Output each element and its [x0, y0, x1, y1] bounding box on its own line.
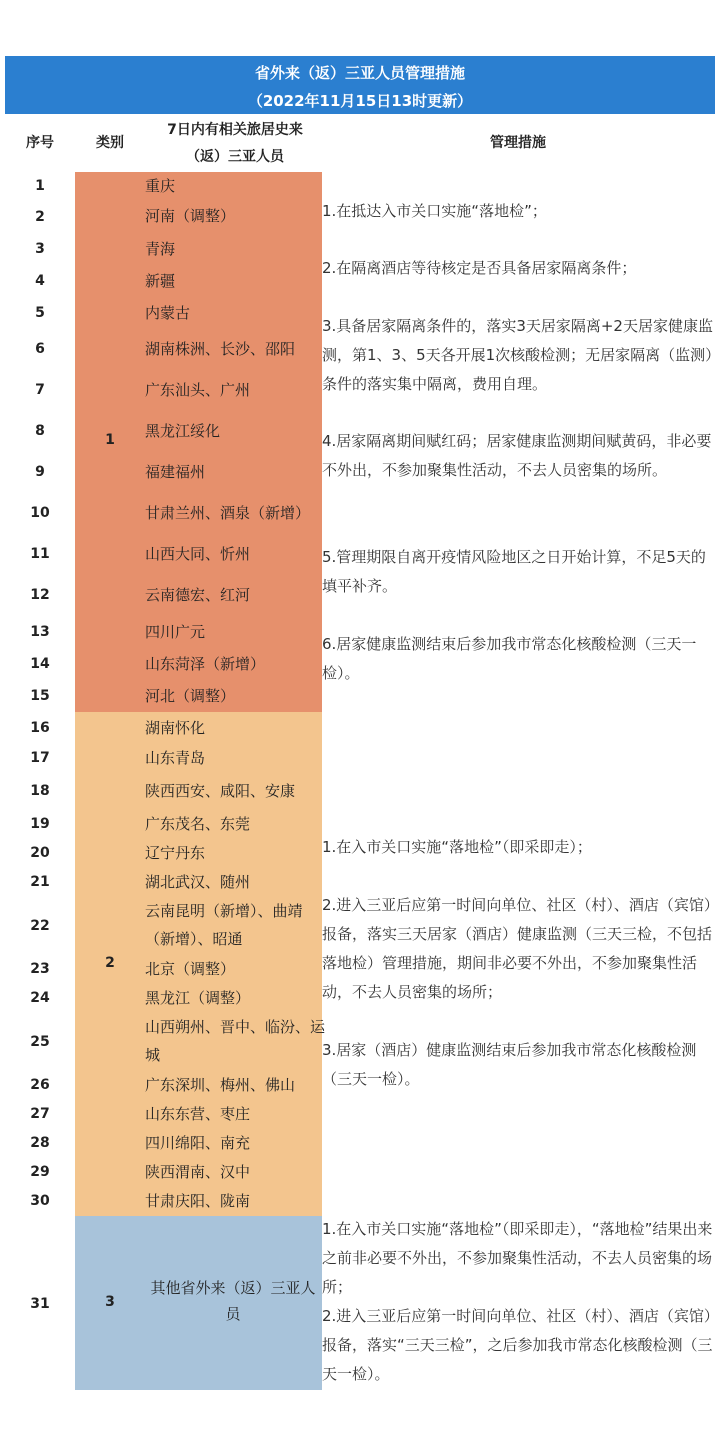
row-region: 山西大同、忻州	[145, 545, 251, 563]
row-region: 甘肃兰州、酒泉（新增）	[145, 504, 311, 522]
row-region: 云南德宏、红河	[145, 586, 251, 604]
row-region: 山西朔州、晋中、临汾、运城	[145, 1018, 326, 1064]
row-seq: 17	[30, 750, 50, 766]
measure-text: 1.在入市关口实施“落地检”（即采即走），“落地检”结果出来之前非必要不外出，不参加聚集性活动，不去人员密集的场所；	[322, 1220, 713, 1296]
title-banner	[5, 56, 715, 114]
row-seq: 2	[35, 209, 45, 225]
row-seq: 27	[30, 1106, 50, 1122]
header-seq: 序号	[26, 135, 54, 151]
row-seq: 15	[30, 688, 50, 704]
measure-text: 2.进入三亚后应第一时间向单位、社区（村）、酒店（宾馆）报备，落实三天居家（酒店）健康监测（三天三检，不包括落地检）管理措施，期间非必要不外出，不参加聚集性活动，不去人员密集的场所；	[322, 896, 713, 1001]
row-seq: 31	[30, 1296, 50, 1312]
category-id: 3	[105, 1294, 115, 1310]
row-region: 青海	[145, 240, 176, 258]
row-seq: 28	[30, 1135, 50, 1151]
row-seq: 26	[30, 1077, 50, 1093]
row-seq: 6	[35, 341, 45, 357]
measure-text: 2.进入三亚后应第一时间向单位、社区（村）、酒店（宾馆）报备，落实“三天三检”，之后参加我市常态化核酸检测（三天一检）。	[322, 1307, 713, 1383]
row-seq: 1	[35, 178, 45, 194]
row-region: 四川绵阳、南充	[145, 1134, 251, 1152]
measure-text: 3.具备居家隔离条件的，落实3天居家隔离+2天居家健康监测，第1、3、5天各开展1次核酸检测；无居家隔离（监测）条件的落实集中隔离，费用自理。	[322, 317, 713, 393]
row-seq: 14	[30, 656, 50, 672]
measure-text: 5.管理期限自离开疫情风险地区之日开始计算，不足5天的填平补齐。	[322, 548, 706, 595]
row-seq: 9	[35, 464, 45, 480]
row-seq: 12	[30, 587, 50, 603]
row-region: 广东深圳、梅州、佛山	[145, 1076, 296, 1094]
row-region: 陕西西安、咸阳、安康	[145, 782, 296, 800]
measure-text: 1.在入市关口实施“落地检”（即采即走）；	[322, 838, 592, 856]
row-region: 湖南株洲、长沙、邵阳	[145, 340, 296, 358]
row-seq: 24	[30, 990, 50, 1006]
category-id: 1	[105, 432, 115, 448]
row-region: 湖南怀化	[145, 719, 206, 737]
row-seq: 22	[30, 918, 50, 934]
row-seq: 25	[30, 1034, 50, 1050]
row-region: 北京（调整）	[145, 960, 236, 978]
header-region-line1: 7日内有相关旅居史来	[167, 122, 303, 138]
row-region: 其他省外来（返）三亚人员	[150, 1279, 316, 1323]
row-seq: 16	[30, 720, 50, 736]
row-region: 辽宁丹东	[145, 844, 206, 862]
row-region: 河北（调整）	[145, 687, 236, 705]
row-seq: 10	[30, 505, 50, 521]
measure-text: 4.居家隔离期间赋红码；居家健康监测期间赋黄码，非必要不外出，不参加聚集性活动，不去人员密集的场所。	[322, 432, 712, 479]
row-region: 广东茂名、东莞	[145, 815, 251, 833]
measure-text: 2.在隔离酒店等待核定是否具备居家隔离条件；	[322, 259, 637, 277]
row-seq: 19	[30, 816, 50, 832]
row-region: 陕西渭南、汉中	[145, 1163, 251, 1181]
row-seq: 20	[30, 845, 50, 861]
row-region: 山东青岛	[145, 749, 206, 767]
header-category: 类别	[96, 135, 124, 151]
row-region: 四川广元	[145, 623, 206, 641]
row-region: 重庆	[145, 177, 176, 195]
measure-text: 3.居家（酒店）健康监测结束后参加我市常态化核酸检测（三天一检）。	[322, 1041, 697, 1088]
row-seq: 8	[35, 423, 45, 439]
row-region: 新疆	[145, 272, 176, 290]
row-region: 广东汕头、广州	[145, 381, 251, 399]
row-seq: 21	[30, 874, 50, 890]
row-seq: 11	[30, 546, 50, 562]
row-region: 甘肃庆阳、陇南	[145, 1192, 251, 1210]
row-region: 福建福州	[145, 463, 206, 481]
row-region: 黑龙江（调整）	[145, 989, 251, 1007]
row-region: 河南（调整）	[145, 207, 236, 225]
row-region: 山东菏泽（新增）	[145, 655, 266, 673]
row-seq: 5	[35, 305, 45, 321]
row-region: 湖北武汉、随州	[145, 873, 251, 891]
measure-text: 6.居家健康监测结束后参加我市常态化核酸检测（三天一检）。	[322, 635, 697, 682]
row-seq: 13	[30, 624, 50, 640]
row-seq: 29	[30, 1164, 50, 1180]
category-id: 2	[105, 955, 115, 971]
row-region: 山东东营、枣庄	[145, 1105, 251, 1123]
row-seq: 4	[35, 273, 45, 289]
row-region: 黑龙江绥化	[145, 422, 221, 440]
row-seq: 30	[30, 1193, 50, 1209]
update-time: （2022年11月15日13时更新）	[247, 92, 473, 110]
row-seq: 3	[35, 241, 45, 257]
row-region: 云南昆明（新增）、曲靖（新增）、昭通	[145, 902, 303, 948]
row-region: 内蒙古	[145, 304, 191, 322]
measure-text: 1.在抵达入市关口实施“落地检”；	[322, 202, 547, 220]
row-seq: 7	[35, 382, 45, 398]
row-seq: 18	[30, 783, 50, 799]
page-title: 省外来（返）三亚人员管理措施	[254, 64, 465, 82]
row-seq: 23	[30, 961, 50, 977]
header-measures: 管理措施	[490, 135, 546, 151]
header-region-line2: （返）三亚人员	[186, 149, 284, 165]
